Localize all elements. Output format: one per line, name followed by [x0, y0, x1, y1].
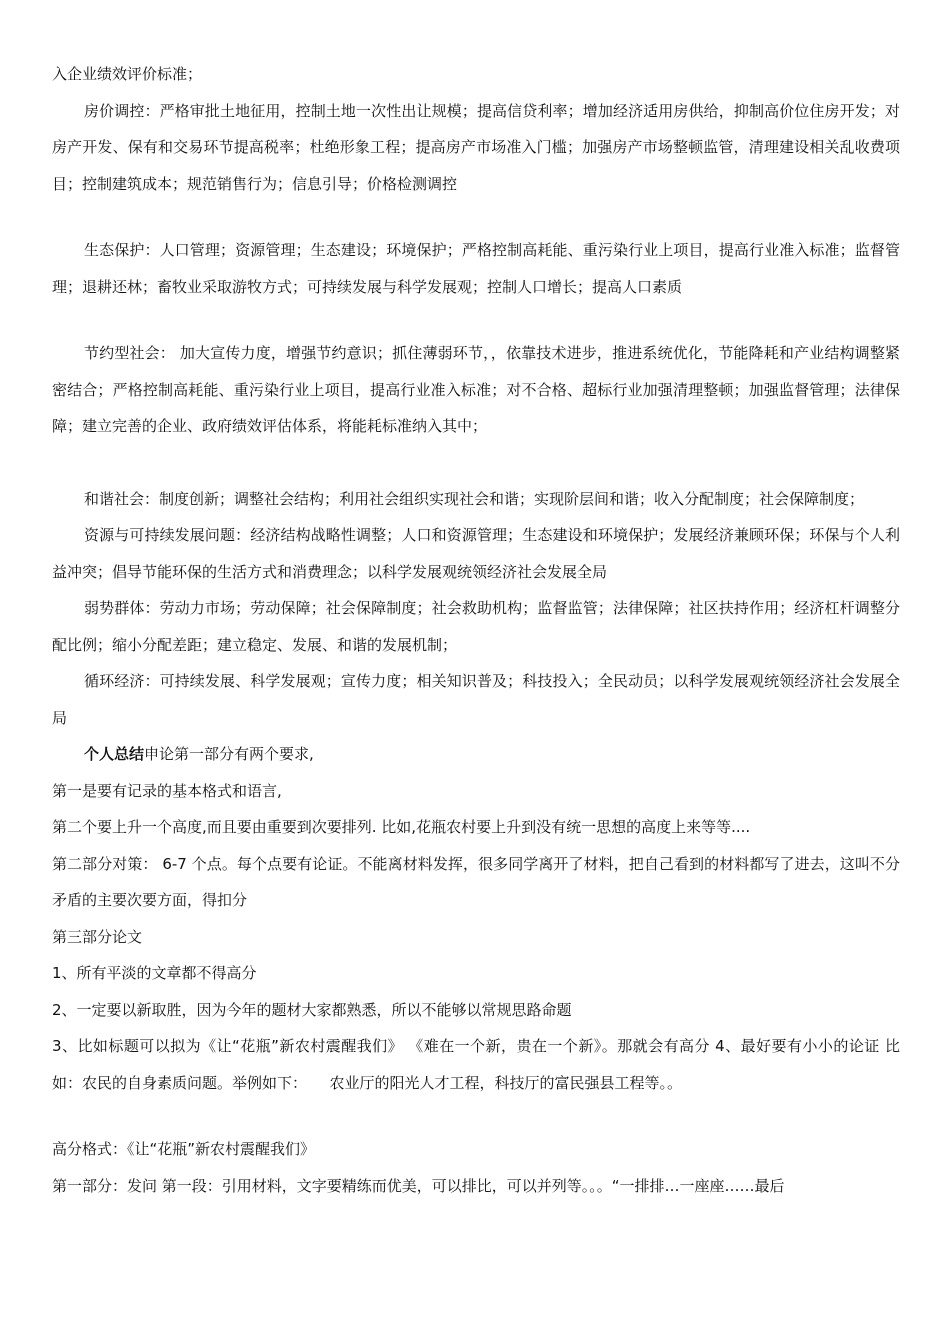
paragraph-harmonious-society: 和谐社会：制度创新；调整社会结构；利用社会组织实现社会和谐；实现阶层间和谐；收入分配制度；社会保障制度； — [84, 489, 865, 508]
summary-text: 申论第一部分有两个要求, — [144, 745, 314, 763]
paragraph-1: 入企业绩效评价标准； — [52, 65, 203, 83]
paragraph-high-score-format: 高分格式：《让“花瓶”新农村震醒我们》 — [52, 1140, 316, 1158]
paragraph-second-requirement: 第二个要上升一个高度,而且要由重要到次要排列. 比如,花瓶农村要上升到没有统一思想的高度上来等等.... — [52, 818, 751, 836]
paragraph-saving-society: 节约型社会： 加大宣传力度，增强节约意识；抓住薄弱环节，，依靠技术进步，推进系统优化，节能降耗和产业结构调整紧密结合；严格控制高耗能、重污染行业上项目，提高行业准入标准；对不合格、超标行业加强清理整顿；加强监督管理；法律保障；建立完善的企业、政府绩效评估体系，将能耗标准纳入其中； — [52, 344, 900, 435]
document-body — [52, 56, 900, 1204]
paragraph-first-requirement: 第一是要有记录的基本格式和语言, — [52, 781, 282, 800]
blank-line — [52, 202, 900, 232]
list-item-2: 2、一定要以新取胜，因为今年的题材大家都熟悉，所以不能够以常规思路命题 — [52, 1000, 572, 1019]
list-item-1: 1、所有平淡的文章都不得高分 — [52, 964, 257, 982]
paragraph-vulnerable-groups: 弱势群体：劳动力市场；劳动保障；社会保障制度；社会救助机构；监督监管；法律保障；社区扶持作用；经济杠杆调整分配比例；缩小分配差距；建立稳定、发展、和谐的发展机制； — [52, 599, 900, 654]
paragraph-summary — [52, 736, 900, 773]
paragraph-part-two: 第二部分对策： 6-7 个点。每个点要有论证。不能离材料发挥，很多同学离开了材料，把自己看到的材料都写了进去，这叫不分矛盾的主要次要方面，得扣分 — [52, 854, 900, 909]
blank-line — [52, 1101, 900, 1131]
paragraph-part-one: 第一部分：发问 第一段：引用材料，文字要精练而优美，可以排比，可以并列等。。。“一排排…一座座……最后 — [52, 1176, 785, 1195]
paragraph-resources: 资源与可持续发展问题：经济结构战略性调整；人口和资源管理；生态建设和环境保护；发展经济兼顾环保；环保与个人利益冲突；倡导节能环保的生活方式和消费理念；以科学发展观统领经济社会发展全局 — [52, 526, 900, 581]
summary-heading: 个人总结 — [84, 745, 145, 763]
list-item-3: 3、比如标题可以拟为《让“花瓶”新农村震醒我们》 《难在一个新，贵在一个新》。那就会有高分 4、最好要有小小的论证 比如：农民的自身素质问题。举例如下： 农业厅的阳光人才工程，科技厅的富民强县工程等。。 — [52, 1037, 900, 1092]
paragraph-ecology: 生态保护：人口管理；资源管理；生态建设；环境保护；严格控制高耗能、重污染行业上项目，提高行业准入标准；监督管理；退耕还林；畜牧业采取游牧方式；可持续发展与科学发展观；控制人口增长；提高人口素质 — [52, 241, 900, 296]
paragraph-circular-economy: 循环经济：可持续发展、科学发展观；宣传力度；相关知识普及；科技投入；全民动员；以科学发展观统领经济社会发展全局 — [52, 672, 900, 727]
blank-line — [52, 305, 900, 335]
paragraph-housing-control: 房价调控：严格审批土地征用，控制土地一次性出让规模；提高信贷利率；增加经济适用房供给，抑制高价位住房开发；对房产开发、保有和交易环节提高税率；杜绝形象工程；提高房产市场准入门槛；加强房产市场整顿监管，清理建设相关乱收费项目；控制建筑成本；规范销售行为；信息引导；价格检测调控 — [52, 101, 900, 193]
blank-line — [52, 445, 900, 481]
paragraph-part-three: 第三部分论文 — [52, 927, 143, 946]
